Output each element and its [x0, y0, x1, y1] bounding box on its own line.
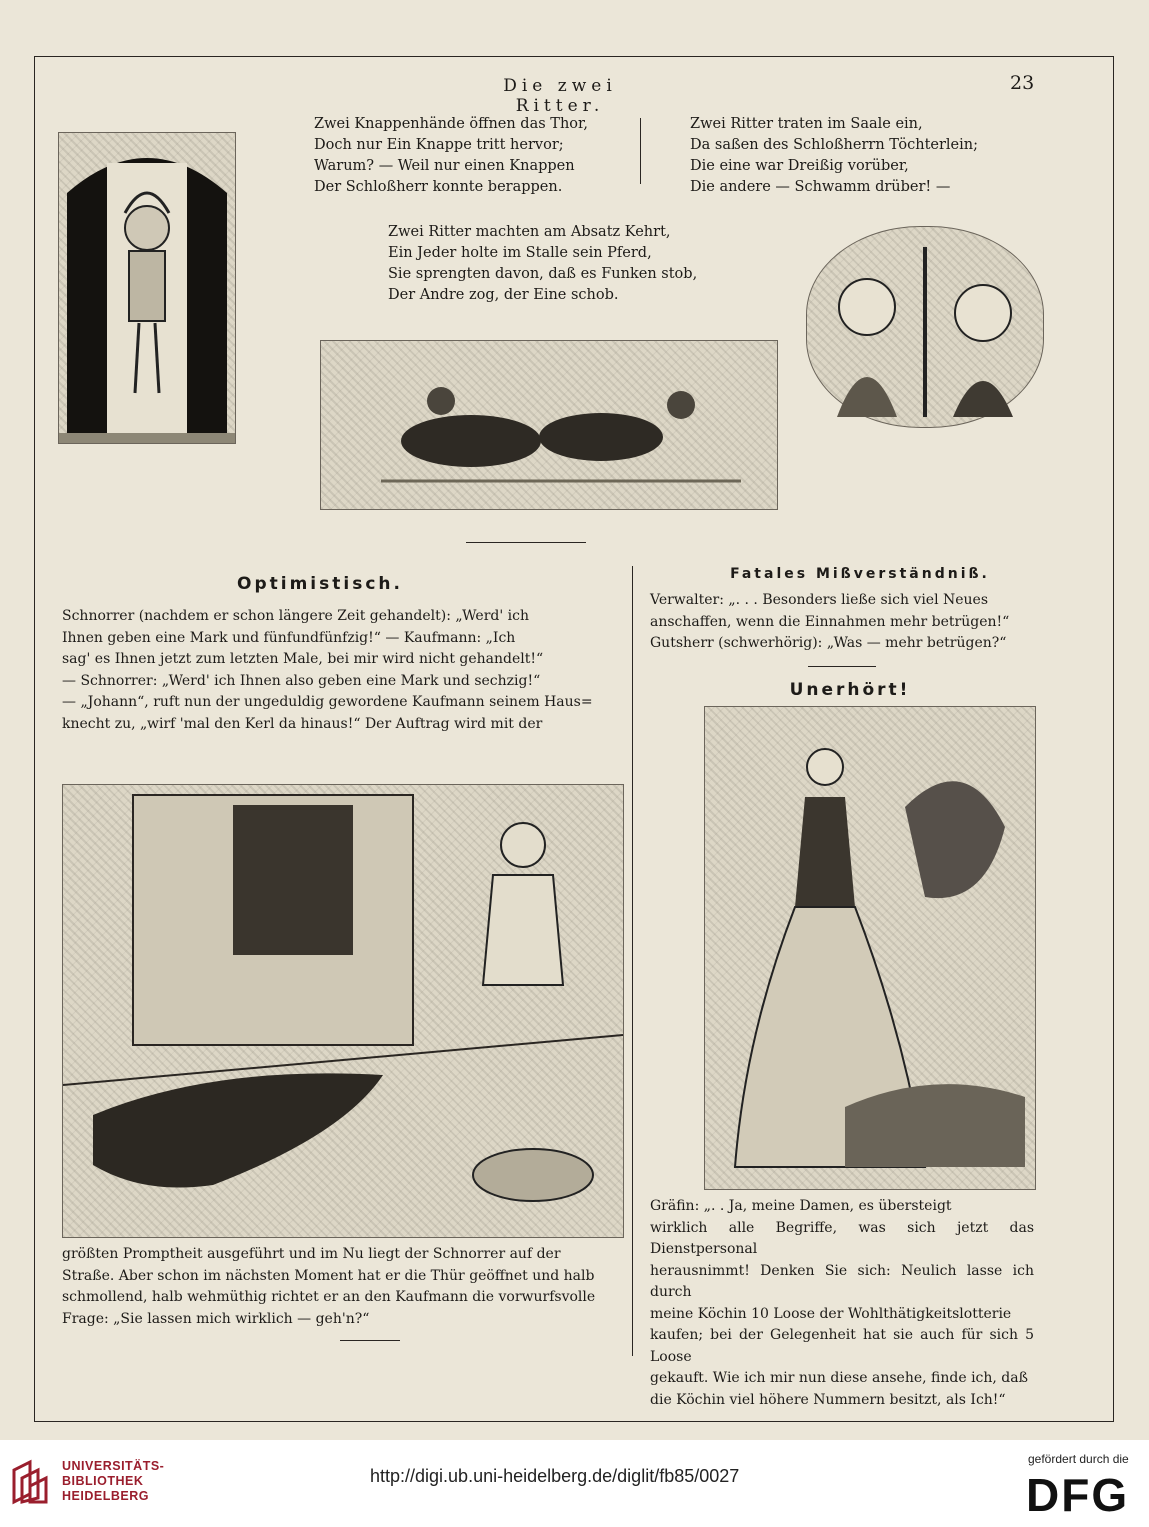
illustration-riders	[320, 340, 778, 510]
verse-line: Warum? — Weil nur einen Knappen	[314, 158, 575, 174]
library-logo-icon[interactable]	[10, 1458, 54, 1506]
text-line: herausnimmt! Denken Sie sich: Neulich lasse ich durch	[650, 1262, 1034, 1300]
text-optimistisch	[62, 606, 618, 735]
text-line: Schnorrer (nachdem er schon längere Zeit gehandelt): „Werd' ich	[62, 608, 529, 624]
dfg-logo[interactable]: DFG	[1026, 1469, 1130, 1521]
text-line: Verwalter: „. . . Besonders ließe sich viel Neues	[650, 592, 989, 608]
verse-line: Zwei Ritter machten am Absatz Kehrt,	[388, 224, 671, 240]
library-name-line: BIBLIOTHEK	[62, 1474, 144, 1488]
text-line: Ihnen geben eine Mark und fünfundfünfzig!“ — Kaufmann: „Ich	[62, 629, 516, 646]
verse-line: Sie sprengten davon, daß es Funken stob,	[388, 266, 698, 282]
text-line: Gräfin: „. . Ja, meine Damen, es übersteigt	[650, 1198, 952, 1214]
text-line: die Köchin viel höhere Nummern besitzt, als Ich!“	[650, 1391, 1006, 1408]
verse-knappe	[314, 114, 588, 198]
verse-line: Ein Jeder holte im Stalle sein Pferd,	[388, 245, 652, 261]
verse-line: Die andere — Schwamm drüber! —	[690, 179, 951, 195]
text-fatales	[650, 590, 1030, 655]
text-line: sag' es Ihnen jetzt zum letzten Male, bei mir wird nicht gehandelt!“	[62, 651, 544, 667]
text-line: schmollend, halb wehmüthig richtet er an den Kaufmann die vorwurfsvolle	[62, 1289, 596, 1305]
verse-line: Die eine war Dreißig vorüber,	[690, 158, 909, 174]
illustration-graefin	[704, 706, 1036, 1190]
text-line: gekauft. Wie ich mir nun diese ansehe, finde ich, daß	[650, 1370, 1028, 1386]
heading-fatales: Fatales Mißverständniß.	[730, 566, 990, 582]
page-title: Die zwei Ritter.	[503, 76, 617, 116]
text-line: Gutsherr (schwerhörig): „Was — mehr betrügen?“	[650, 635, 1007, 651]
permalink-url[interactable]: http://digi.ub.uni-heidelberg.de/diglit/fb85/0027	[370, 1466, 740, 1486]
text-line: meine Köchin 10 Loose der Wohlthätigkeitslotterie	[650, 1305, 1012, 1322]
library-name-line: UNIVERSITÄTS-	[62, 1459, 165, 1473]
text-line: wirklich alle Begriffe, was sich jetzt das Dienstpersonal	[650, 1219, 1034, 1257]
text-unerhoert	[650, 1196, 1034, 1411]
text-line: anschaffen, wenn die Einnahmen mehr betrügen!“	[650, 613, 1010, 630]
verse-line: Zwei Ritter traten im Saale ein,	[690, 116, 923, 132]
heading-optimistisch: Optimistisch.	[237, 574, 403, 594]
riders-drawing	[321, 341, 777, 509]
text-line: Frage: „Sie lassen mich wirklich — geh'n?“	[62, 1310, 370, 1327]
verse-absatz	[388, 222, 697, 306]
text-line: — „Johann“, ruft nun der ungeduldig gewordene Kaufmann seinem Haus=	[62, 694, 593, 710]
column-divider	[632, 566, 633, 1356]
text-line: kaufen; bei der Gelegenheit hat sie auch für sich 5 Loose	[650, 1327, 1034, 1365]
illustration-schnorrer	[62, 784, 624, 1238]
text-optimistisch-continued	[62, 1244, 618, 1330]
verse-saal	[690, 114, 978, 198]
knappe-drawing	[59, 133, 235, 443]
verse-line: Zwei Knappenhände öffnen das Thor,	[314, 116, 588, 132]
verse-line: Da saßen des Schloßherrn Töchterlein;	[690, 137, 978, 153]
verse-line: Der Andre zog, der Eine schob.	[388, 287, 619, 303]
library-name-line: HEIDELBERG	[62, 1489, 149, 1503]
illustration-knappe	[58, 132, 236, 444]
daughters-drawing	[807, 227, 1043, 427]
text-line: Straße. Aber schon im nächsten Moment hat er die Thür geöffnet und halb	[62, 1267, 595, 1284]
section-divider	[808, 666, 876, 667]
verse-line: Der Schloßherr konnte berappen.	[314, 179, 563, 195]
section-end-rule	[340, 1340, 400, 1341]
schnorrer-drawing	[63, 785, 623, 1237]
text-line: — Schnorrer: „Werd' ich Ihnen also geben eine Mark und sechzig!“	[62, 672, 541, 689]
verse-divider	[640, 118, 641, 184]
graefin-drawing	[705, 707, 1035, 1189]
illustration-daughters	[806, 226, 1044, 428]
section-divider	[466, 542, 586, 543]
text-line: knecht zu, „wirf 'mal den Kerl da hinaus!“ Der Auftrag wird mit der	[62, 715, 543, 732]
funded-by-label: gefördert durch die	[1028, 1452, 1129, 1466]
page-number: 23	[1010, 72, 1035, 94]
library-name[interactable]	[62, 1459, 164, 1504]
verse-line: Doch nur Ein Knappe tritt hervor;	[314, 137, 564, 153]
heading-unerhoert: Unerhört!	[789, 680, 911, 700]
text-line: größten Promptheit ausgeführt und im Nu liegt der Schnorrer auf der	[62, 1246, 561, 1262]
